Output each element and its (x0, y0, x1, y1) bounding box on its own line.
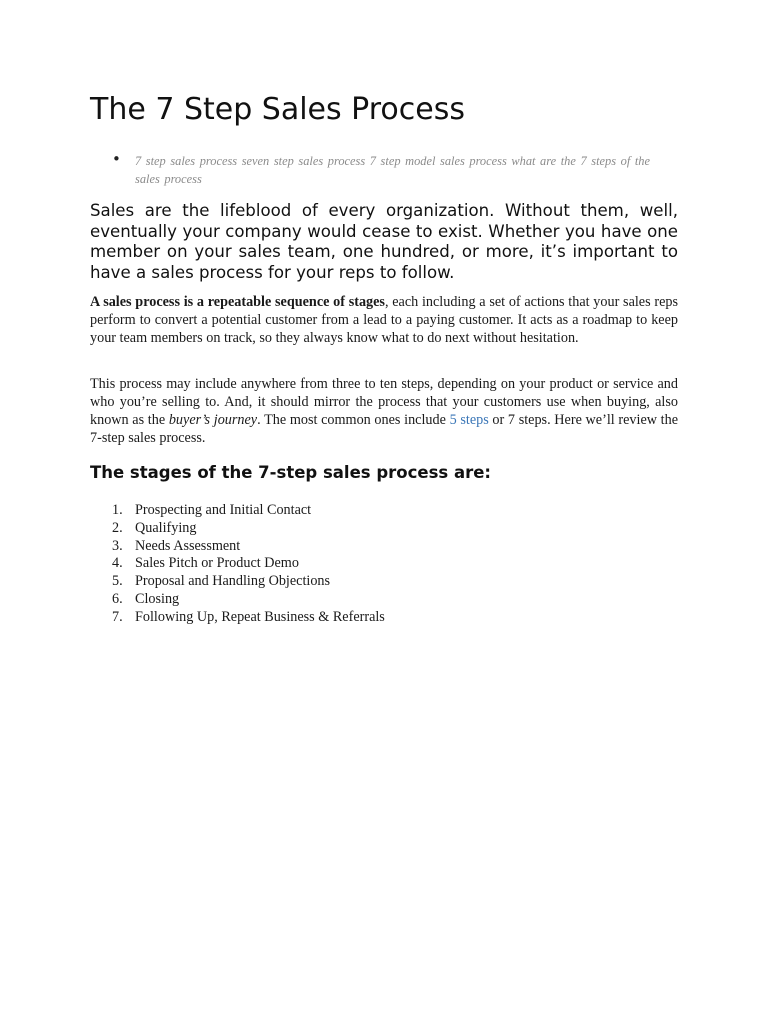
tag-list-item (90, 152, 678, 188)
list-number: 7. (112, 608, 123, 625)
definition-text: , each including a set of actions that your sales reps perform to convert a potential customer from a lead to a paying customer. It acts as a roadmap to keep your team members on track, so they always know what to do next without hesitation. (90, 294, 679, 346)
process-paragraph (90, 375, 678, 447)
list-number: 1. (112, 502, 123, 518)
definition-paragraph (90, 293, 678, 347)
tag-text: 7 step sales process seven step sales process 7 step model sales process what are the 7 steps of the sales process (135, 154, 650, 186)
list-item (90, 609, 678, 627)
definition-bold: A sales process is a repeatable sequence of stages (90, 294, 385, 310)
list-item (90, 591, 678, 609)
list-number: 4. (112, 555, 123, 572)
process-text-2: . The most common ones include (257, 412, 450, 428)
list-item (90, 538, 678, 556)
buyers-journey-italic: buyer’s journey (168, 412, 258, 428)
list-text: Following Up, Repeat Business & Referrals (135, 608, 385, 625)
intro-paragraph: Sales are the lifeblood of every organization. Without them, well, eventually your company would cease to exist. Whether you have one member on your sales team, one hundred, or more, it’s important to have a sales process for your reps to follow. (90, 201, 678, 282)
list-text: Needs Assessment (135, 537, 241, 554)
list-text: Closing (135, 590, 180, 607)
list-number: 5. (112, 573, 123, 590)
list-text: Sales Pitch or Product Demo (135, 555, 299, 572)
process-text-1: This process may include anywhere from three to ten steps, depending on your product or service and who you’re selling to. And, it should mirror the process that your customers use when buying, also known as the (90, 376, 678, 428)
list-text: Qualifying (135, 519, 197, 536)
tag-list (90, 152, 678, 188)
list-item (90, 573, 678, 591)
list-number: 6. (112, 590, 123, 607)
list-number: 2. (112, 519, 123, 536)
list-item (90, 520, 678, 538)
list-text: Proposal and Handling Objections (135, 573, 331, 590)
bullet-icon: • (112, 150, 121, 168)
page-title: The 7 Step Sales Process (90, 92, 465, 127)
list-text: Prospecting and Initial Contact (135, 502, 312, 518)
process-text-3: or 7 steps. Here we’ll review the 7-step sales process. (90, 412, 679, 446)
list-number: 3. (112, 537, 123, 554)
stages-heading: The stages of the 7-step sales process are: (90, 463, 492, 482)
stages-list (90, 502, 678, 627)
five-steps-link[interactable]: 5 steps (449, 412, 489, 428)
list-item (90, 555, 678, 573)
list-item (90, 502, 678, 520)
